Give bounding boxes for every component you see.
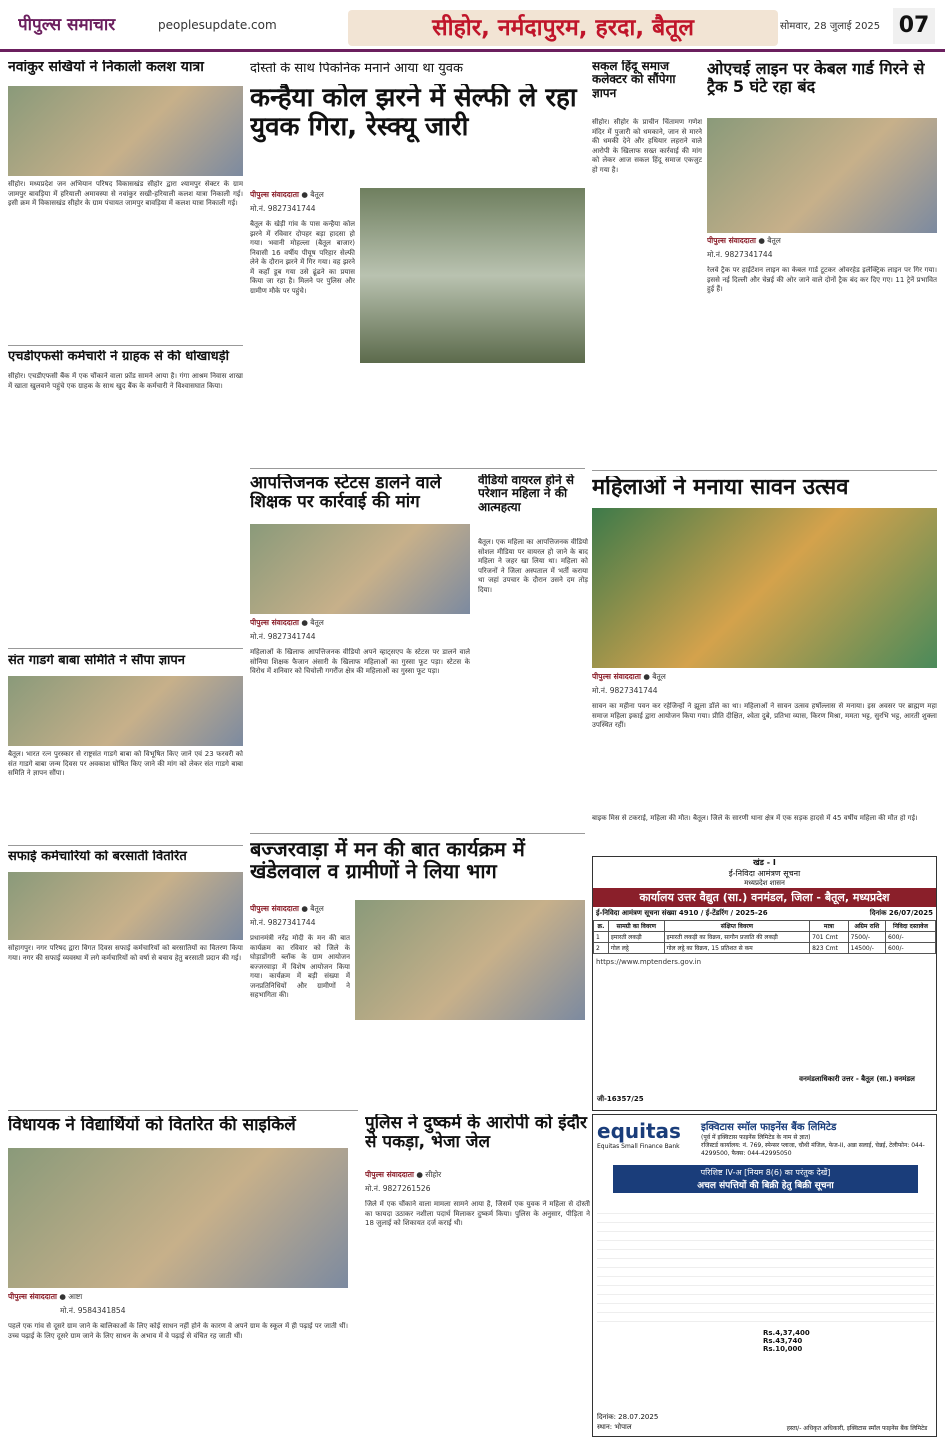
table-header-row — [594, 921, 936, 932]
police-byline: पीपुल्स संवाददाता ● सीहोर — [365, 1170, 442, 1179]
tender-ref: ई-निविदा आमंत्रण सूचना संख्या 4910 / ई-टेंडरिंग / 2025-26 — [596, 909, 768, 917]
kanhaiya-mobile: मो.नं. 9827341744 — [250, 204, 316, 213]
table-header: निविदा दस्तावेज — [886, 921, 936, 932]
cycle-photo — [8, 1148, 348, 1288]
byline-name: पीपुल्स संवाददाता — [8, 1292, 57, 1301]
byline-place: बैतूल — [310, 904, 324, 913]
sakal-body: सीहोर। सीहोर के प्राचीन चिंतामण गणेश मंदिर में पुजारी को धमकाने, जान से मारने की धमकी देने और हथियार लहराने वाले आरोपी के खिलाफ सख्त कार्रवाई की मांग को लेकर आज सकल हिंदू समाज एकजुट हो गया है। — [592, 118, 702, 174]
masthead — [0, 0, 945, 52]
region-title: सीहोर, नर्मदापुरम, हरदा, बैतूल — [432, 15, 694, 41]
ohe-body: रेलवे ट्रैक पर हाईटेंशन लाइन का केबल गार्ड टूटकर ओवरहेड इलेक्ट्रिक लाइन पर गिर गया। इससे नई दिल्ली और चेन्नई की ओर जाने वाले दोनों ट्रैक बंद कर दिए गए। 11 ट्रेनें प्रभावित हुई हैं। — [707, 266, 937, 293]
gadge-body: बैतूल। भारत रत्न पुरस्कार से राष्ट्रसंत गाडगे बाबा को विभूषित किए जाने एवं 23 फरवरी को संत गाडगे बाबा जन्म दिवस पर अवकाश घोषित किए जाने की मांग को लेकर संत गाडगे बाबा समिति ने ज्ञापन सौंपा। — [8, 750, 243, 777]
sawan-photo — [592, 508, 937, 668]
divider — [250, 468, 585, 469]
police-mobile: मो.नं. 9827261526 — [365, 1184, 431, 1193]
equitas-title: इक्विटास स्मॉल फाइनेंस बैंक लिमिटेड — [701, 1122, 837, 1133]
tender-label: खंड - I — [753, 858, 776, 867]
table-cell: 7500/- — [848, 932, 885, 943]
byline-name: पीपुल्स संवाददाता — [707, 236, 756, 245]
hdfc-headline: एचडीएफसी कर्मचारी ने ग्राहक से की धोखाधड़ी — [8, 350, 229, 364]
kanhaiya-body: बैतूल के खेड़ी गांव के पास कन्हैया कोल झरने में रविवार दोपहर बड़ा हादसा हो गया। भवानी मोहल्ला (बैतूल बाजार) निवासी 16 वर्षीय पीयूष परिहार सेल्फी लेने के दौरान झरने में गिर गया। वह झरने में कहाँ डूब गया उसे ढूंढने का प्रयास किया जा रहा है। मिलने पर पुलिस और ग्रामीण मौके पर पहुंचे। — [250, 220, 355, 295]
kanhaiya-byline: पीपुल्स संवाददाता ● बैतूल — [250, 190, 324, 199]
aapatti-photo — [250, 524, 470, 614]
ohe-headline: ओएचई लाइन पर केबल गार्ड गिरने से ट्रैक 5 घंटे रहा बंद — [707, 60, 925, 96]
table-header: अग्रिम राशि — [848, 921, 885, 932]
table-cell: 600/- — [886, 943, 936, 954]
sawan-mobile: मो.नं. 9827341744 — [592, 686, 658, 695]
equitas-subtitle: (पूर्व में इक्विटास फाइनेंस लिमिटेड के नाम से ज्ञात) — [701, 1134, 811, 1141]
safai-body: सोहागपुर। नगर परिषद द्वारा विगत दिवस सफाई कर्मचारियों को बरसातियों का वितरण किया गया। नगर की सफाई व्यवस्था में लगे कर्मचारियों को वर्षा से बचाव हेतु बरसाती प्रदान की गई। — [8, 944, 243, 962]
divider — [592, 470, 937, 471]
table-cell: 2 — [594, 943, 609, 954]
newspaper-logo: पीपुल्स समाचार — [18, 15, 116, 35]
notice-fineprint — [597, 1205, 934, 1325]
video-headline: वीडियो वायरल होने से परेशान महिला ने की आत्महत्या — [478, 474, 574, 514]
ohe-byline: पीपुल्स संवाददाता ● बैतूल — [707, 236, 781, 245]
notice-title: परिशिष्ट IV-अ [नियम 8(6) का परंतुक देखें] — [700, 1168, 831, 1177]
sawan-headline: महिलाओं ने मनाया सावन उत्सव — [592, 476, 849, 500]
kanhaiya-headline: कन्हैया कोल झरने में सेल्फी ले रहा युवक गिरा, रेस्क्यू जारी — [250, 84, 577, 143]
aapatti-mobile: मो.नं. 9827341744 — [250, 632, 316, 641]
table-cell: 14500/- — [848, 943, 885, 954]
table-cell: 1 — [594, 932, 609, 943]
police-headline: पुलिस ने दुष्कर्म के आरोपी को इंदौर से पकड़ा, भेजा जेल — [365, 1114, 587, 1153]
amount: Rs.43,740 — [763, 1337, 803, 1345]
notice-subtitle: अचल संपत्तियों की बिक्री हेतु बिक्री सूचना — [697, 1181, 834, 1191]
tender-date: दिनांक 26/07/2025 — [869, 909, 933, 917]
divider — [8, 345, 243, 346]
tender-signature: वनमंडलाधिकारी उत्तर - बैतूल (सा.) वनमंडल — [799, 1075, 915, 1083]
byline-place: बैतूल — [767, 236, 781, 245]
divider — [8, 1110, 358, 1111]
divider — [8, 648, 243, 649]
table-cell: इमारती लकड़ी का विक्रय, सागौन प्रजाति की लकड़ी — [664, 932, 810, 943]
sawan-body: सावन का महीना पवन कर रहेजिन्हों ने झूला डॉले का था। महिलाओं ने सावन उत्सव हर्षोल्लास से मनाया। इस अवसर पर ब्राह्मण महा समाज महिला इकाई द्वारा आयोजन किया गया। प्रीति दीक्षित, श्वेता दुबे, प्रतिभा व्यास, किरण मिश्रा, ममता भट्ट, सुरभि भट्ट, आरती शुक्ला उपस्थित रहीं। — [592, 702, 937, 729]
aapatti-body: महिलाओं के खिलाफ आपत्तिजनक वीडियो अपने व्हाट्सएप के स्टेटस पर डालने वाले सोनिया शिक्षक फैजान अंसारी के खिलाफ महिलाओं का गुस्सा फूट पड़ा। स्टेटस के विरोध में शनिवार को चिचोली गगरौंज क्षेत्र की महिलाओं का गुस्सा फूट पड़ा। — [250, 648, 470, 675]
equitas-address: रजिस्टर्ड कार्यालय: नं. 769, स्पेन्सर प्लाजा, चौथी मंजिल, फेज-II, अन्ना सलाई, चेन्नई, टेलीफोन: 044-4299500, फैक्स: 044-42995050 — [701, 1142, 925, 1157]
table-cell: गोल लट्ठे का विक्रय, 15 प्रतिशत से कम — [664, 943, 810, 954]
mann-byline: पीपुल्स संवाददाता ● बैतूल — [250, 904, 324, 913]
equitas-logo-sub: Equitas Small Finance Bank — [597, 1143, 680, 1150]
ohe-mobile: मो.नं. 9827341744 — [707, 250, 773, 259]
mann-photo — [355, 900, 585, 1020]
tender-table — [593, 920, 936, 954]
tender-website[interactable]: https://www.mptenders.gov.in — [596, 958, 702, 966]
byline-name: पीपुल्स संवाददाता — [250, 190, 299, 199]
sawan-byline: पीपुल्स संवाददाता ● बैतूल — [592, 672, 666, 681]
sakal-headline: सकल हिंदू समाज कलेक्टर को सौंपेगा ज्ञापन — [592, 60, 676, 100]
equitas-sign: हस्ता/- अधिकृत अधिकारी, इक्विटास स्मॉल फाइनेंस बैंक लिमिटेड — [786, 1425, 928, 1432]
byline-name: पीपुल्स संवाददाता — [250, 904, 299, 913]
table-header: क्र. — [594, 921, 609, 932]
waterfall-photo — [360, 188, 585, 363]
byline-place: बैतूल — [652, 672, 666, 681]
amount: Rs.10,000 — [763, 1345, 803, 1353]
safai-headline: सफाई कर्मचारियों को बरसाती वितरित — [8, 850, 187, 864]
table-header: मात्रा — [810, 921, 849, 932]
table-cell: 823 Cmt — [810, 943, 849, 954]
byline-name: पीपुल्स संवाददाता — [592, 672, 641, 681]
mann-headline: बज्जरवाड़ा में मन की बात कार्यक्रम में खंडेलवाल व ग्रामीणों ने लिया भाग — [250, 838, 525, 884]
gadge-photo — [8, 676, 243, 746]
cycle-mobile: मो.नं. 9584341854 — [60, 1306, 126, 1315]
hdfc-body: सीहोर। एचडीएफसी बैंक में एक चौंकाने वाला फ्रॉड सामने आया है। गंगा आश्रम निवास शाखा में खाता खुलवाने पहुंचे एक ग्राहक के साथ खुद बैंक के कर्मचारी ने विश्वासघात किया। — [8, 372, 243, 390]
equitas-logo: equitas — [597, 1119, 681, 1143]
byline-name: पीपुल्स संवाददाता — [365, 1170, 414, 1179]
tender-subtitle: ई-निविदा आमंत्रण सूचना — [728, 869, 801, 878]
police-body: जिले में एक चौंकाने वाला मामला सामने आया है, जिसमें एक युवक ने महिला से दोस्ती का फायदा उठाकर नशीला पदार्थ मिलाकर दुष्कर्म किया। पुलिस के अनुसार, पीड़िता ने 18 जुलाई को शिकायत दर्ज कराई थी। — [365, 1200, 590, 1227]
mann-mobile: मो.नं. 9827341744 — [250, 918, 316, 927]
kanhaiya-kicker: दोस्तों के साथ पिकनिक मनाने आया था युवक — [250, 62, 463, 76]
divider — [250, 833, 585, 834]
table-header: सामग्री का विवरण — [608, 921, 664, 932]
equitas-place: स्थान: भोपाल — [597, 1423, 632, 1431]
cycle-byline: पीपुल्स संवाददाता ● आष्टा — [8, 1292, 83, 1301]
table-cell: 701 Cmt — [810, 932, 849, 943]
issue-date: सोमवार, 28 जुलाई 2025 — [780, 21, 881, 32]
tender-subtitle2: मध्यप्रदेश शासन — [744, 879, 785, 887]
tender-notice — [592, 856, 937, 1111]
amount: Rs.4,37,400 — [763, 1329, 810, 1337]
cycle-body: पहले एक गांव से दूसरे ग्राम जाने के बालिकाओं के लिए कोई साधन नहीं होने के कारण वे अपने ग्राम के स्कूल में ही पढ़ाई पर जाती थीं। उच्च पढ़ाई के लिए दूसरे ग्राम जाने के लिए साधन के अभाव में वे पढ़ाई से वंचित रह जाती थीं। — [8, 1322, 348, 1340]
table-row — [594, 943, 936, 954]
table-row — [594, 932, 936, 943]
kalash-photo — [8, 86, 243, 176]
byline-place: बैतूल — [310, 618, 324, 627]
byline-place: सीहोर — [425, 1170, 442, 1179]
byline-place: बैतूल — [310, 190, 324, 199]
aapatti-headline: आपत्तिजनक स्टेटस डालने वाले शिक्षक पर कार्रवाई की मांग — [250, 474, 442, 513]
equitas-notice — [592, 1114, 937, 1437]
table-header: संक्षिप्त विवरण — [664, 921, 810, 932]
video-body: बैतूल। एक महिला का आपत्तिजनक वीडियो सोशल मीडिया पर वायरल हो जाने के बाद महिला ने जहर खा लिया था। महिला को परिजनों ने जिला अस्पताल में भर्ती कराया था जहां उपचार के दौरान उसने दम तोड़ दिया। — [478, 538, 588, 594]
tender-office: कार्यालय उत्तर वैद्युत (सा.) वनमंडल, जिला - बैतूल, मध्यप्रदेश — [593, 888, 936, 907]
divider — [8, 845, 243, 846]
website-url[interactable]: peoplesupdate.com — [158, 18, 277, 32]
region-banner — [348, 10, 778, 46]
mann-body: प्रधानमंत्री नरेंद्र मोदी के मन की बात कार्यक्रम का रविवार को जिले के घोड़ाडोंगरी ब्लॉक के ग्राम आयोजन बज्जरवाड़ा में विशेष आयोजन किया गया। कार्यक्रम में बड़ी संख्या में जनप्रतिनिधियों और ग्रामीणों ने सहभागिता की। — [250, 934, 350, 999]
gadge-headline: संत गाडगे बाबा समिति ने सौंपा ज्ञापन — [8, 654, 186, 668]
bike-accident-body: बाइक मिस से टकराई, महिला की मौत। बैतूल। जिले के सारणी थाना क्षेत्र में एक सड़क हादसे में 45 वर्षीय महिला की मौत हो गई। — [592, 814, 918, 822]
byline-place: आष्टा — [68, 1292, 83, 1301]
table-cell: इमारती लकड़ी — [608, 932, 664, 943]
tender-footer: जी-16357/25 — [597, 1095, 644, 1103]
kalash-body: सीहोर। मध्यप्रदेश जन अभियान परिषद विकासखंड सीहोर द्वारा श्यामपुर सेक्टर के ग्राम जामपुर बावड़िया में हरियाली अमावस्या से नवांकुर सखी-हरियाली कलश यात्रा निकाली गई। इसी क्रम में विकासखंड सीहोर के ग्राम पंचायत जामपुर बावड़िया में कलश यात्रा निकाली गई। — [8, 180, 243, 207]
table-cell: 600/- — [886, 932, 936, 943]
byline-name: पीपुल्स संवाददाता — [250, 618, 299, 627]
table-cell: गोल लट्ठे — [608, 943, 664, 954]
safai-photo — [8, 872, 243, 940]
kalash-headline: नवांकुर सखियों ने निकाली कलश यात्रा — [8, 60, 204, 75]
equitas-date: दिनांक: 28.07.2025 — [597, 1413, 659, 1421]
cycle-headline: विधायक ने विद्यार्थियों को वितरित की साइकिलें — [8, 1116, 296, 1135]
aapatti-byline: पीपुल्स संवाददाता ● बैतूल — [250, 618, 324, 627]
ohe-photo — [707, 118, 937, 233]
page-number: 07 — [893, 8, 935, 44]
